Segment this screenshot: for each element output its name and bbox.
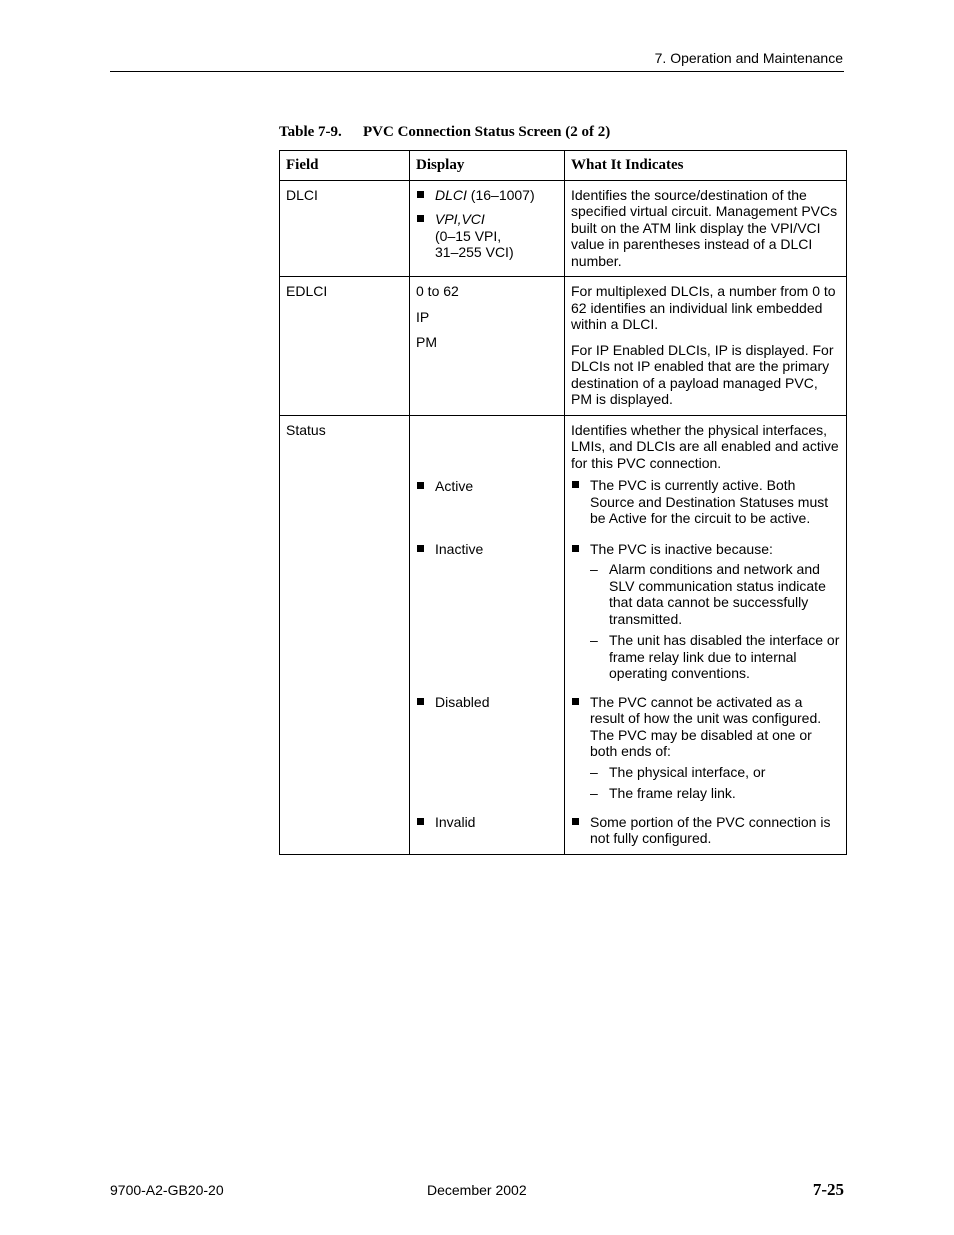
- bullet-item: [416, 541, 558, 558]
- square-bullet-icon: [572, 818, 579, 825]
- status-disabled-reason-2: The frame relay link.: [609, 785, 736, 801]
- field-edlci: EDLCI: [280, 277, 410, 416]
- table-row-dlci: [280, 180, 847, 277]
- bullet-item: [571, 694, 840, 760]
- dash-item: [571, 764, 840, 781]
- table-title: PVC Connection Status Screen (2 of 2): [363, 124, 611, 140]
- dash-item: [571, 561, 840, 627]
- display-status-spacer: [416, 422, 558, 478]
- table-number: Table 7-9.: [279, 124, 342, 140]
- display-vpivci-term: VPI,VCI: [435, 211, 485, 227]
- header-field: Field: [280, 151, 410, 181]
- square-bullet-icon: [572, 545, 579, 552]
- display-dlci-term: DLCI: [435, 186, 467, 203]
- square-bullet-icon: [417, 482, 424, 489]
- status-inactive-label: Inactive: [435, 541, 484, 557]
- footer-date: December 2002: [427, 1182, 527, 1198]
- dash-bullet: –: [590, 632, 598, 648]
- bullet-item: [571, 541, 840, 558]
- status-disabled-reason-1: The physical interface, or: [609, 763, 766, 780]
- bullet-item: [416, 211, 558, 261]
- bullet-item: [416, 187, 558, 204]
- status-invalid-label: Invalid: [435, 814, 476, 830]
- status-active-desc: The PVC is currently active. Both Source and Destination Statuses must be Active for the circuit to be active.: [590, 477, 829, 526]
- bullet-item: [416, 478, 558, 495]
- what-edlci-para-1: For multiplexed DLCIs, a number from 0 to 62 identifies an individual link embedded within a DLCI.: [571, 283, 836, 332]
- what-edlci-para-2: For IP Enabled DLCIs, IP is displayed. For DLCIs not IP enabled that are the primary destination of a payload managed PVC, PM is displayed.: [571, 341, 834, 407]
- table-row-status: [280, 415, 847, 854]
- display-status-spacer: [416, 494, 558, 541]
- display-edlci: [410, 277, 565, 416]
- footer-page-number: 7-25: [812, 1180, 844, 1199]
- table-caption: [279, 124, 610, 141]
- bullet-item: [571, 814, 840, 847]
- square-bullet-icon: [417, 191, 424, 198]
- display-edlci-pm: PM: [416, 334, 437, 350]
- dash-bullet: –: [590, 763, 598, 780]
- display-dlci: [410, 180, 565, 277]
- table-row-edlci: [280, 277, 847, 416]
- table-header-row: [280, 151, 847, 181]
- square-bullet-icon: [417, 818, 424, 825]
- footer-doc-number: 9700-A2-GB20-20: [110, 1182, 224, 1198]
- status-inactive-reason-2: The unit has disabled the interface or frame relay link due to internal operating conventions.: [609, 632, 840, 681]
- status-disabled-label: Disabled: [435, 693, 490, 710]
- display-status-spacer: [416, 558, 558, 694]
- status-disabled-desc: The PVC cannot be activated as a result of how the unit was configured. The PVC may be disabled at one or both ends of:: [590, 693, 822, 759]
- square-bullet-icon: [417, 698, 424, 705]
- square-bullet-icon: [572, 698, 579, 705]
- dash-bullet: –: [590, 561, 598, 577]
- running-header: 7. Operation and Maintenance: [654, 50, 843, 66]
- display-vpi-range: (0–15 VPI,: [435, 227, 502, 244]
- display-edlci-ip: IP: [416, 308, 430, 325]
- pvc-status-table: [279, 150, 847, 855]
- bullet-item: [416, 814, 558, 831]
- dash-item: [571, 785, 840, 802]
- square-bullet-icon: [417, 215, 424, 222]
- field-status: Status: [280, 415, 410, 854]
- display-status-spacer: [416, 710, 558, 814]
- status-inactive-reason-1: Alarm conditions and network and SLV communication status indicate that data cannot be successfully transmitted.: [609, 561, 826, 627]
- dash-item: [571, 632, 840, 682]
- status-invalid-desc: Some portion of the PVC connection is not fully configured.: [590, 813, 831, 846]
- dash-bullet: –: [590, 785, 598, 801]
- what-dlci: Identifies the source/destination of the specified virtual circuit. Management PVCs built on the ATM link display the VPI/VCI value in parentheses instead of a DLCI number.: [565, 180, 847, 277]
- square-bullet-icon: [572, 481, 579, 488]
- status-inactive-desc: The PVC is inactive because:: [590, 540, 773, 557]
- header-rule: [110, 71, 844, 72]
- header-display: Display: [410, 151, 565, 181]
- bullet-item: [571, 477, 840, 527]
- square-bullet-icon: [417, 545, 424, 552]
- status-active-label: Active: [435, 477, 474, 494]
- header-what-it-indicates: What It Indicates: [565, 151, 847, 181]
- what-status: [565, 415, 847, 854]
- status-intro: Identifies whether the physical interfaces, LMIs, and DLCIs are all enabled and active for this PVC connection.: [571, 421, 839, 471]
- bullet-item: [416, 694, 558, 711]
- display-dlci-range: (16–1007): [466, 186, 535, 203]
- what-edlci: [565, 277, 847, 416]
- display-edlci-range: 0 to 62: [416, 283, 459, 299]
- display-status: [410, 415, 565, 854]
- display-vci-range: 31–255 VCI): [435, 244, 514, 260]
- field-dlci: DLCI: [280, 180, 410, 277]
